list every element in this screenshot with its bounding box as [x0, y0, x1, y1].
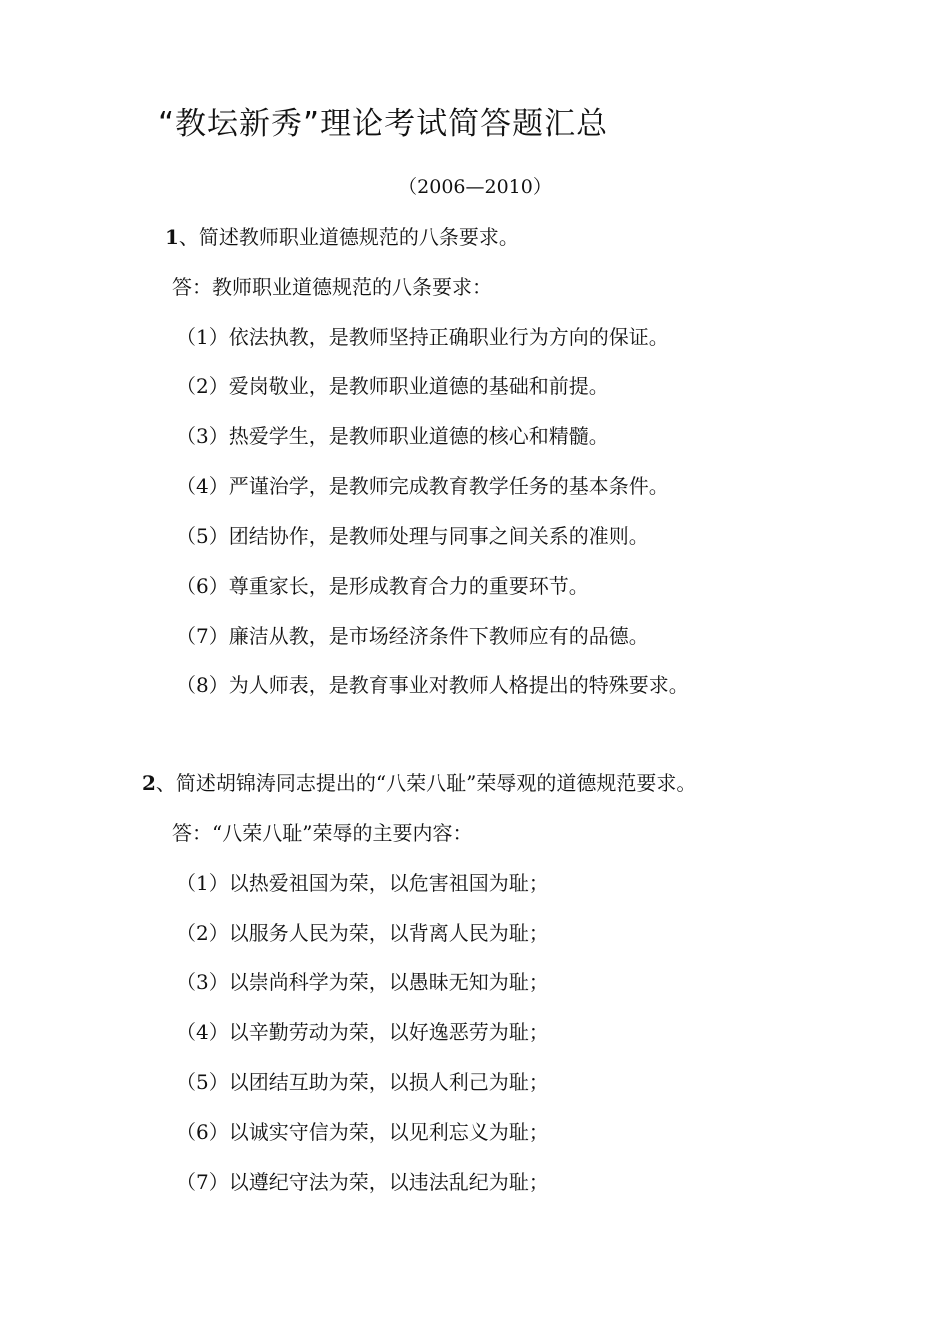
list-item: （2）爱岗敬业，是教师职业道德的基础和前提。 — [176, 374, 609, 398]
question-text: 、简述胡锦涛同志提出的“八荣八耻”荣辱观的道德规范要求。 — [155, 771, 697, 795]
list-item: （3）以崇尚科学为荣，以愚昧无知为耻； — [176, 970, 549, 994]
document-subtitle: （2006—2010） — [398, 176, 552, 198]
list-item: （6）以诚实守信为荣，以见利忘义为耻； — [176, 1120, 549, 1144]
question-number: 2 — [142, 771, 156, 795]
question-text: 、简述教师职业道德规范的八条要求。 — [178, 225, 519, 249]
list-item: （8）为人师表，是教育事业对教师人格提出的特殊要求。 — [176, 673, 689, 697]
question-number: 1 — [165, 225, 179, 249]
list-item: （4）严谨治学，是教师完成教育教学任务的基本条件。 — [176, 474, 669, 498]
list-item: （7）以遵纪守法为荣，以违法乱纪为耻； — [176, 1170, 549, 1194]
answer-intro: 答：“八荣八耻”荣辱的主要内容： — [172, 821, 473, 845]
list-item: （7）廉洁从教，是市场经济条件下教师应有的品德。 — [176, 624, 649, 648]
list-item: （6）尊重家长，是形成教育合力的重要环节。 — [176, 574, 589, 598]
document-title: “教坛新秀”理论考试简答题汇总 — [158, 106, 609, 142]
list-item: （5）团结协作，是教师处理与同事之间关系的准则。 — [176, 524, 649, 548]
question-1 — [165, 222, 519, 252]
list-item: （4）以辛勤劳动为荣，以好逸恶劳为耻； — [176, 1020, 549, 1044]
question-2 — [142, 768, 696, 798]
list-item: （5）以团结互助为荣，以损人利己为耻； — [176, 1070, 549, 1094]
answer-intro: 答：教师职业道德规范的八条要求： — [172, 275, 492, 299]
list-item: （1）依法执教，是教师坚持正确职业行为方向的保证。 — [176, 325, 669, 349]
list-item: （2）以服务人民为荣，以背离人民为耻； — [176, 921, 549, 945]
list-item: （1）以热爱祖国为荣，以危害祖国为耻； — [176, 871, 549, 895]
list-item: （3）热爱学生，是教师职业道德的核心和精髓。 — [176, 424, 609, 448]
